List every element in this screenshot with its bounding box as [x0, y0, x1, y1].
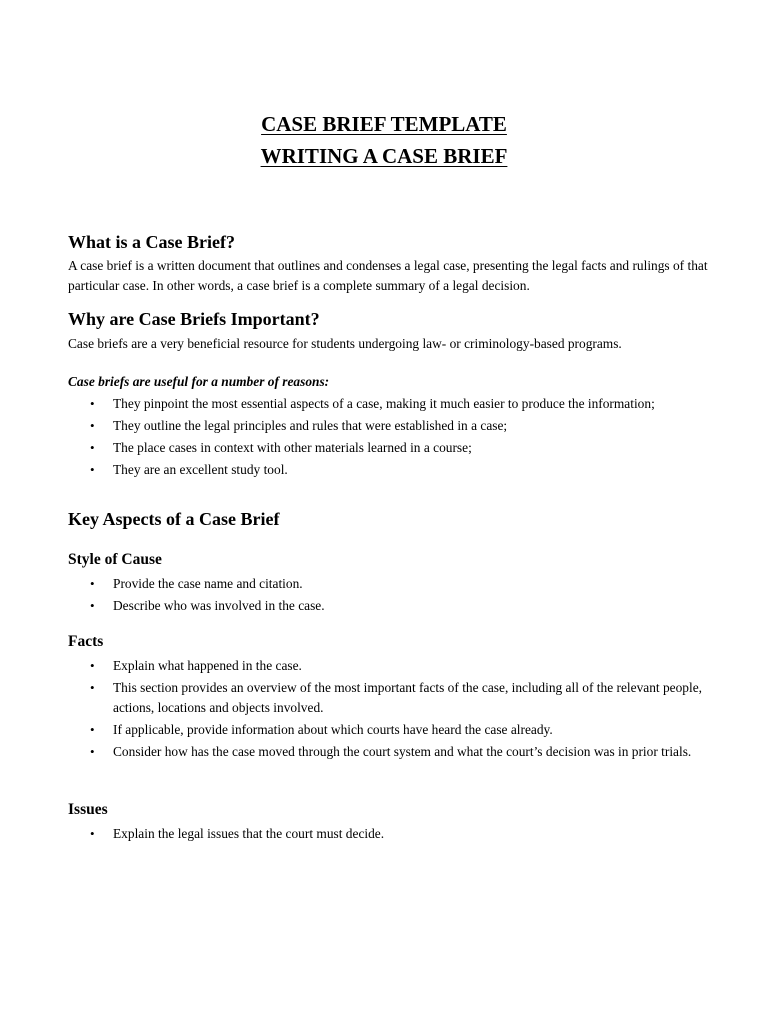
section-heading-key-aspects: Key Aspects of a Case Brief: [68, 509, 280, 529]
reasons-list: [68, 394, 708, 480]
list-item: • This section provides an overview of the most important facts of the case, including all of the relevant people, actions, locations and objects involved.: [68, 678, 708, 718]
document-title: CASE BRIEF TEMPLATE: [261, 112, 507, 136]
list-item: • Consider how has the case moved through the court system and what the court’s decision was in prior trials.: [68, 742, 708, 762]
section-heading-what-is: What is a Case Brief?: [68, 232, 235, 252]
list-item: • They outline the legal principles and rules that were established in a case;: [68, 416, 708, 436]
document-subtitle: WRITING A CASE BRIEF: [260, 144, 508, 168]
facts-list: [68, 656, 708, 762]
list-item: • The place cases in context with other materials learned in a course;: [68, 438, 708, 458]
reasons-lead: Case briefs are useful for a number of reasons:: [68, 374, 330, 389]
subheading-style-of-cause: Style of Cause: [68, 551, 162, 568]
list-item: • Explain what happened in the case.: [68, 656, 708, 676]
section-heading-why-important: Why are Case Briefs Important?: [68, 309, 320, 329]
list-item: • Describe who was involved in the case.: [68, 596, 708, 616]
section-body-what-is: A case brief is a written document that outlines and condenses a legal case, presenting the legal facts and rulings of that particular case. In other words, a case brief is a complete summary of a legal decision.: [68, 258, 708, 293]
title-block: [0, 109, 768, 171]
list-item: • Provide the case name and citation.: [68, 574, 708, 594]
subheading-issues: Issues: [68, 801, 108, 818]
list-item: • They are an excellent study tool.: [68, 460, 708, 480]
style-of-cause-list: [68, 574, 708, 616]
list-item: • If applicable, provide information about which courts have heard the case already.: [68, 720, 708, 740]
section-body-why-important: Case briefs are a very beneficial resource for students undergoing law- or criminology-based programs.: [68, 336, 622, 351]
subheading-facts: Facts: [68, 633, 104, 650]
list-item: • They pinpoint the most essential aspects of a case, making it much easier to produce the information;: [68, 394, 708, 414]
document-content: [68, 231, 708, 846]
issues-list: [68, 824, 708, 844]
list-item: • Explain the legal issues that the court must decide.: [68, 824, 708, 844]
